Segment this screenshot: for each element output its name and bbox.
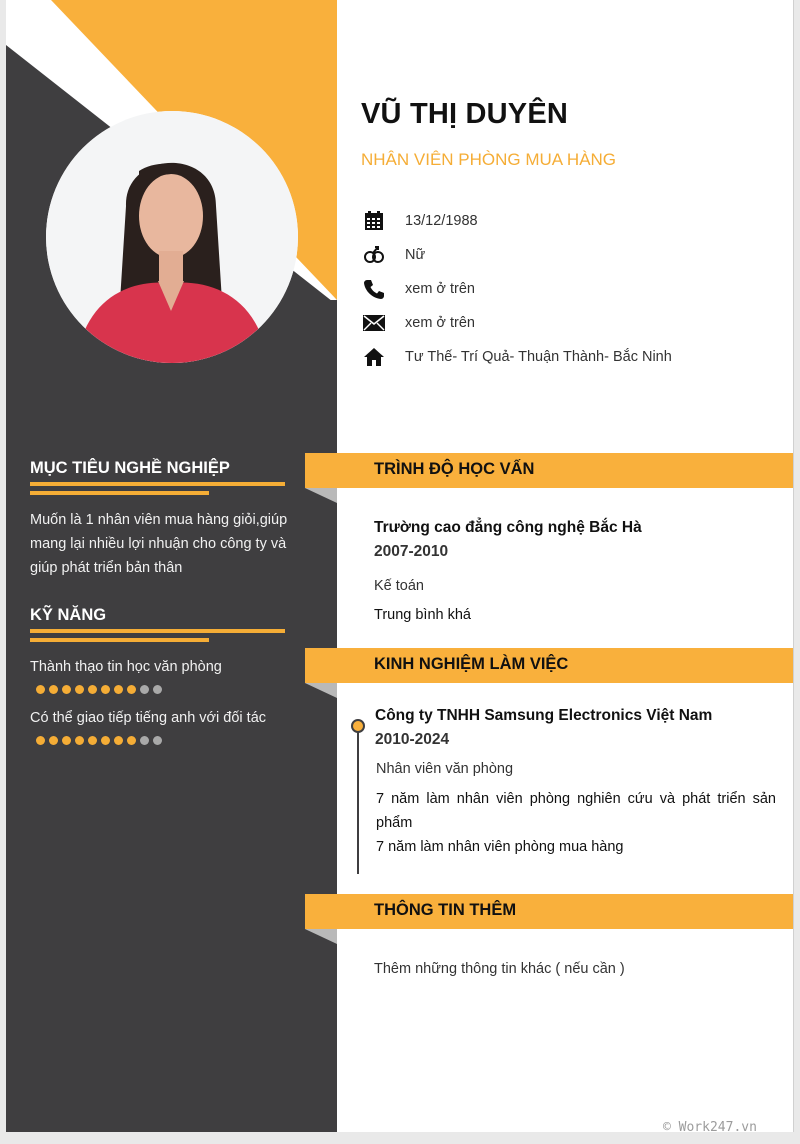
timeline-line bbox=[357, 720, 359, 874]
extra-section-bar bbox=[305, 894, 794, 929]
contact-email bbox=[363, 306, 672, 340]
skill-rating bbox=[36, 685, 166, 694]
experience-detail: 7 năm làm nhân viên phòng nghiên cứu và phát triển sản phẩm bbox=[376, 791, 776, 831]
rating-dot-filled bbox=[101, 685, 110, 694]
objective-underline-short bbox=[30, 491, 209, 495]
gender-text: Nữ bbox=[405, 247, 426, 263]
contact-gender bbox=[363, 238, 672, 272]
rating-dot-filled bbox=[49, 685, 58, 694]
objective-text: Muốn là 1 nhân viên mua hàng giỏi,giúp mang lại nhiều lợi nhuận cho công ty và giúp phát triển bản thân bbox=[30, 512, 288, 576]
rating-dot-filled bbox=[75, 685, 84, 694]
experience-heading: KINH NGHIỆM LÀM VIỆC bbox=[374, 655, 569, 673]
contact-phone bbox=[363, 272, 672, 306]
contact-address bbox=[363, 340, 672, 374]
rating-dot-filled bbox=[127, 685, 136, 694]
experience-detail: 7 năm làm nhân viên phòng mua hàng bbox=[376, 839, 624, 855]
rating-dot-filled bbox=[75, 736, 84, 745]
experience-position: Nhân viên văn phòng bbox=[376, 761, 514, 777]
skills-heading: KỸ NĂNG bbox=[30, 606, 107, 624]
rating-dot-filled bbox=[101, 736, 110, 745]
address-text: Tư Thế- Trí Quả- Thuận Thành- Bắc Ninh bbox=[405, 349, 672, 365]
education-major: Kế toán bbox=[374, 578, 424, 594]
extra-text: Thêm những thông tin khác ( nếu cần ) bbox=[374, 961, 625, 977]
rating-dot-filled bbox=[127, 736, 136, 745]
birthdate-text: 13/12/1988 bbox=[405, 213, 478, 229]
education-grade: Trung bình khá bbox=[374, 607, 471, 623]
gender-icon bbox=[363, 244, 385, 266]
education-section-bar bbox=[305, 453, 794, 488]
contact-list bbox=[363, 204, 672, 374]
skills-underline-short bbox=[30, 638, 209, 642]
rating-dot-empty bbox=[153, 736, 162, 745]
rating-dot-filled bbox=[114, 685, 123, 694]
contact-birthdate bbox=[363, 204, 672, 238]
job-title: NHÂN VIÊN PHÒNG MUA HÀNG bbox=[361, 150, 617, 169]
education-years: 2007-2010 bbox=[374, 543, 449, 560]
experience-section-bar bbox=[305, 648, 794, 683]
school-name: Trường cao đẳng công nghệ Bắc Hà bbox=[374, 519, 642, 536]
rating-dot-filled bbox=[36, 685, 45, 694]
rating-dot-filled bbox=[36, 736, 45, 745]
cv-page bbox=[6, 0, 794, 1132]
email-text: xem ở trên bbox=[405, 315, 475, 331]
skills-underline-long bbox=[30, 629, 285, 633]
skill-rating bbox=[36, 736, 166, 745]
rating-dot-empty bbox=[153, 685, 162, 694]
skill-name: Thành thạo tin học văn phòng bbox=[30, 659, 222, 675]
home-icon bbox=[363, 346, 385, 368]
timeline-dot bbox=[351, 719, 365, 733]
rating-dot-empty bbox=[140, 685, 149, 694]
watermark: © Work247.vn bbox=[663, 1120, 757, 1135]
education-heading: TRÌNH ĐỘ HỌC VẤN bbox=[374, 460, 535, 478]
phone-text: xem ở trên bbox=[405, 281, 475, 297]
rating-dot-empty bbox=[140, 736, 149, 745]
rating-dot-filled bbox=[88, 736, 97, 745]
objective-heading: MỤC TIÊU NGHỀ NGHIỆP bbox=[30, 459, 230, 477]
rating-dot-filled bbox=[88, 685, 97, 694]
calendar-icon bbox=[363, 210, 385, 232]
experience-years: 2010-2024 bbox=[375, 731, 450, 748]
objective-underline-long bbox=[30, 482, 285, 486]
rating-dot-filled bbox=[114, 736, 123, 745]
email-icon bbox=[363, 312, 385, 334]
extra-heading: THÔNG TIN THÊM bbox=[374, 901, 517, 919]
phone-icon bbox=[363, 278, 385, 300]
rating-dot-filled bbox=[62, 736, 71, 745]
profile-photo bbox=[46, 111, 298, 363]
skill-name: Có thể giao tiếp tiếng anh với đối tác bbox=[30, 710, 267, 726]
company-name: Công ty TNHH Samsung Electronics Việt Nam bbox=[375, 707, 713, 724]
rating-dot-filled bbox=[62, 685, 71, 694]
rating-dot-filled bbox=[49, 736, 58, 745]
candidate-name: VŨ THỊ DUYÊN bbox=[361, 98, 569, 130]
